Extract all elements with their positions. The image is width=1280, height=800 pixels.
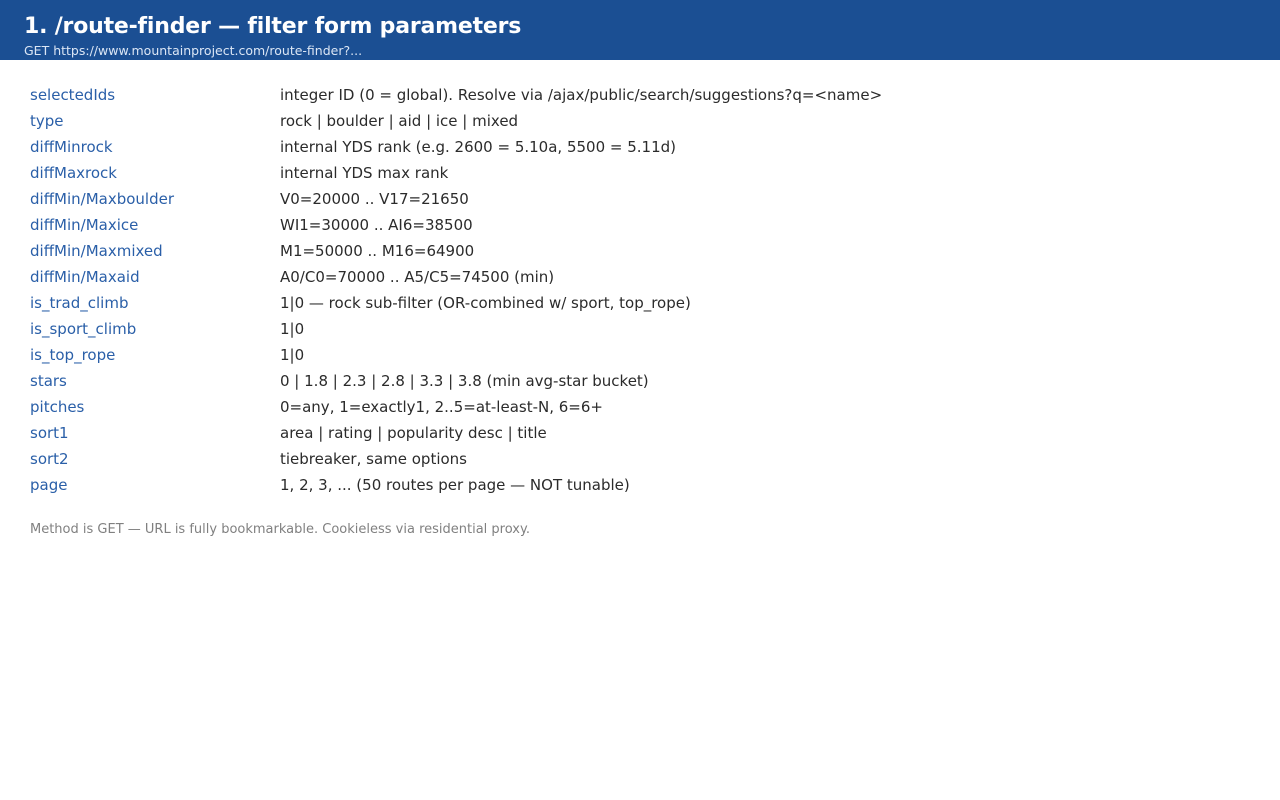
param-row-sort1 <box>30 420 1250 446</box>
param-description: tiebreaker, same options <box>280 450 468 468</box>
param-row-page <box>30 472 1250 498</box>
param-name: diffMin/Maxice <box>30 216 139 234</box>
param-row-sort2 <box>30 446 1250 472</box>
param-name: diffMin/Maxmixed <box>30 242 163 260</box>
param-description: WI1=30000 .. AI6=38500 <box>280 216 473 234</box>
param-description: 1|0 <box>280 320 305 338</box>
param-row-selectedids <box>30 82 1250 108</box>
page-title: 1. /route-finder — filter form parameters <box>24 14 522 39</box>
param-description: A0/C0=70000 .. A5/C5=74500 (min) <box>280 268 555 286</box>
param-row-is-trad-climb <box>30 290 1250 316</box>
param-name: stars <box>30 372 67 390</box>
param-row-diff-ice <box>30 212 1250 238</box>
param-description: rock | boulder | aid | ice | mixed <box>280 112 519 130</box>
page-header <box>0 0 1280 60</box>
endpoint-url: GET https://www.mountainproject.com/route-finder?... <box>24 43 363 58</box>
param-name: diffMaxrock <box>30 164 117 182</box>
footnote: Method is GET — URL is fully bookmarkable. Cookieless via residential proxy. <box>30 522 530 537</box>
param-description: 1, 2, 3, ... (50 routes per page — NOT tunable) <box>280 476 630 494</box>
param-row-diff-mixed <box>30 238 1250 264</box>
param-name: is_sport_climb <box>30 320 137 338</box>
param-row-diffminrock <box>30 134 1250 160</box>
param-name: diffMinrock <box>30 138 113 156</box>
param-name: sort2 <box>30 450 69 468</box>
param-description: area | rating | popularity desc | title <box>280 424 547 442</box>
param-row-diffmaxrock <box>30 160 1250 186</box>
param-row-diff-aid <box>30 264 1250 290</box>
param-description: integer ID (0 = global). Resolve via /ajax/public/search/suggestions?q=<name> <box>280 86 883 104</box>
param-row-diff-boulder <box>30 186 1250 212</box>
param-row-is-top-rope <box>30 342 1250 368</box>
param-name: diffMin/Maxaid <box>30 268 140 286</box>
param-name: is_top_rope <box>30 346 116 364</box>
param-name: sort1 <box>30 424 69 442</box>
param-name: pitches <box>30 398 85 416</box>
param-description: 0 | 1.8 | 2.3 | 2.8 | 3.3 | 3.8 (min avg-star bucket) <box>280 372 649 390</box>
param-description: 1|0 — rock sub-filter (OR-combined w/ sport, top_rope) <box>280 294 691 312</box>
param-description: 0=any, 1=exactly1, 2..5=at-least-N, 6=6+ <box>280 398 603 416</box>
param-row-type <box>30 108 1250 134</box>
param-row-is-sport-climb <box>30 316 1250 342</box>
param-name: is_trad_climb <box>30 294 129 312</box>
param-description: 1|0 <box>280 346 305 364</box>
param-name: diffMin/Maxboulder <box>30 190 174 208</box>
param-description: internal YDS rank (e.g. 2600 = 5.10a, 5500 = 5.11d) <box>280 138 677 156</box>
param-name: page <box>30 476 68 494</box>
param-row-pitches <box>30 394 1250 420</box>
param-description: V0=20000 .. V17=21650 <box>280 190 469 208</box>
param-name: type <box>30 112 64 130</box>
param-description: M1=50000 .. M16=64900 <box>280 242 475 260</box>
parameter-list <box>30 82 1250 498</box>
param-row-stars <box>30 368 1250 394</box>
param-name: selectedIds <box>30 86 116 104</box>
param-description: internal YDS max rank <box>280 164 449 182</box>
